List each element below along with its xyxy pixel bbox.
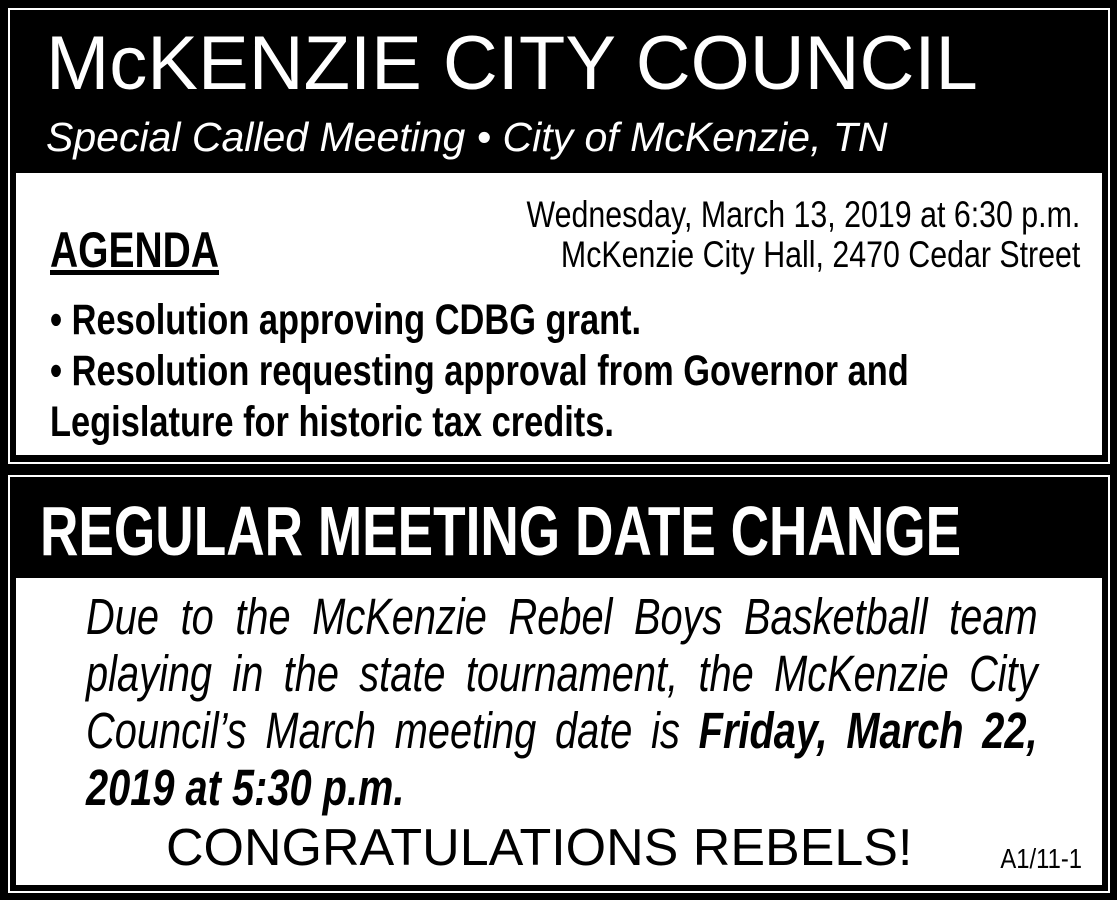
date-change-heading: REGULAR MEETING DATE CHANGE xyxy=(40,492,962,570)
notice-text: Due to the McKenzie Rebel Boys Basketball team playing in the state tournament, the McKenzie City Council’s March meeting date is xyxy=(86,588,1038,759)
agenda-item: • Resolution requesting approval from Governor and xyxy=(50,347,909,395)
notice-panel xyxy=(13,575,1105,888)
agenda-panel xyxy=(13,170,1105,458)
council-title: McKENZIE CITY COUNCIL xyxy=(46,21,978,106)
special-meeting-box xyxy=(8,8,1110,464)
ad-code: A1/11-1 xyxy=(1000,843,1082,874)
agenda-item: • Resolution approving CDBG grant. xyxy=(50,296,642,344)
congrats-text: CONGRATULATIONS REBELS! xyxy=(166,819,913,877)
meeting-datetime: Wednesday, March 13, 2019 at 6:30 p.m. xyxy=(526,194,1080,235)
agenda-item: Legislature for historic tax credits. xyxy=(50,398,614,446)
date-change-box xyxy=(8,475,1110,893)
meeting-when xyxy=(526,195,1080,275)
new-meeting-date: Friday, March 22, 2019 at 5:30 p.m. xyxy=(86,702,1038,816)
notice-body xyxy=(86,588,1038,816)
agenda-heading: AGENDA xyxy=(50,222,220,278)
meeting-location: McKenzie City Hall, 2470 Cedar Street xyxy=(560,234,1080,275)
agenda-items xyxy=(50,295,909,448)
meeting-subtitle: Special Called Meeting • City of McKenzie, TN xyxy=(46,114,888,160)
